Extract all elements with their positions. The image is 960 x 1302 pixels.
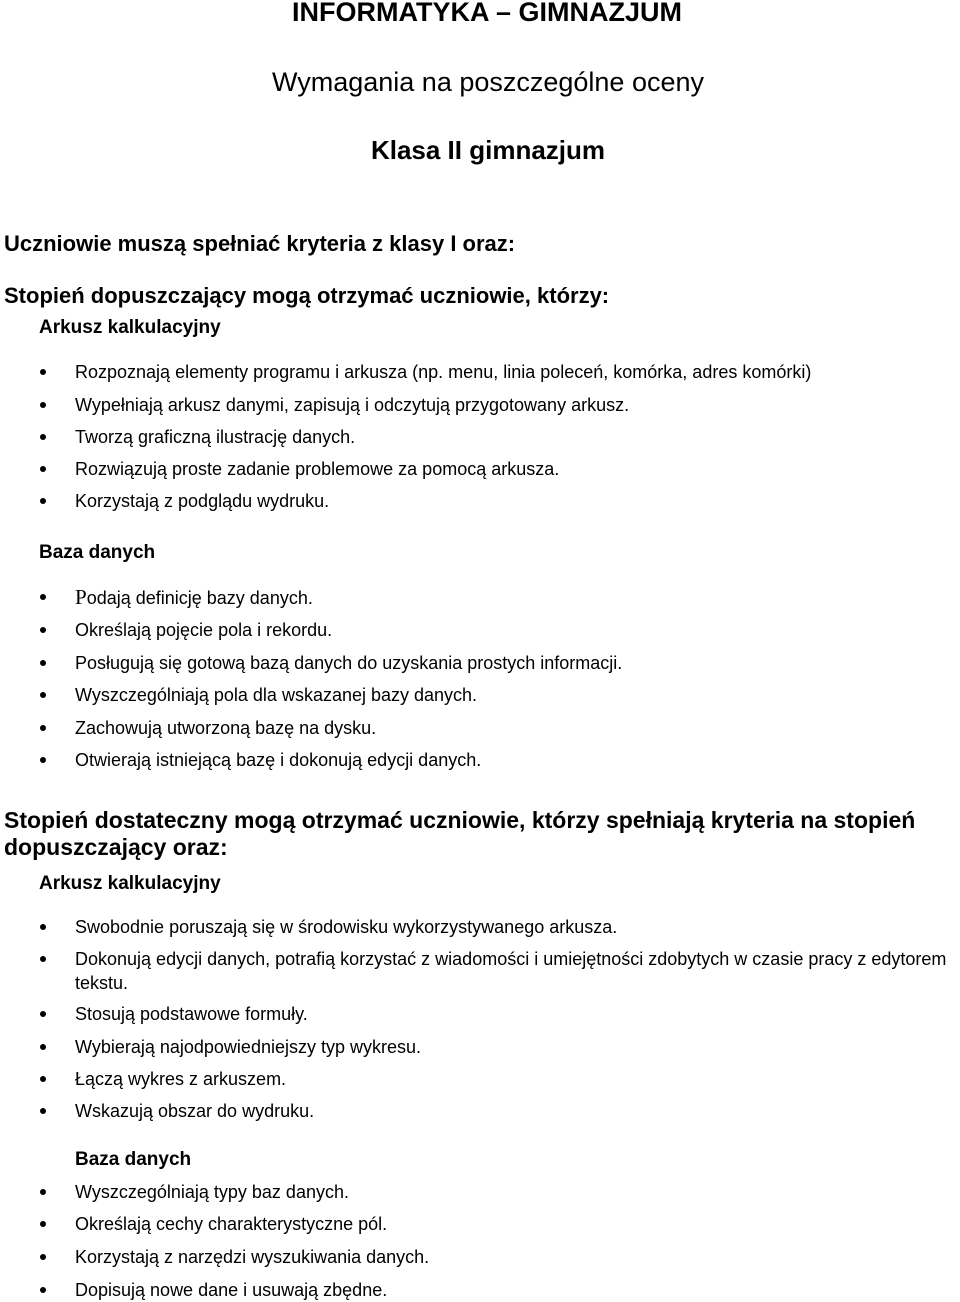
bullet-icon: [40, 1189, 46, 1195]
list-item: Rozwiązują proste zadanie problemowe za pomocą arkusza.: [0, 457, 960, 481]
list-item: Posługują się gotową bazą danych do uzyskania prostych informacji.: [0, 651, 960, 675]
bullet-icon: [40, 1221, 46, 1227]
bullet-icon: [40, 466, 46, 472]
bullet-icon: [40, 1254, 46, 1260]
bullet-icon: [40, 1044, 46, 1050]
bullet-icon: [40, 956, 46, 962]
level-dostateczny-heading-cont: dopuszczający oraz:: [4, 834, 228, 860]
arkusz-requirements-list: [0, 360, 960, 513]
level-dopuszczajacy-heading: Stopień dopuszczający mogą otrzymać uczniowie, którzy:: [4, 283, 610, 308]
list-item: Stosują podstawowe formuły.: [0, 1002, 960, 1026]
baza-heading-2: Baza danych: [75, 1149, 192, 1170]
baza-heading: Baza danych: [39, 542, 156, 563]
level-dostateczny-heading: Stopień dostateczny mogą otrzymać uczniowie, którzy spełniają kryteria na stopień: [4, 807, 916, 833]
list-item: Rozpoznają elementy programu i arkusza (np. menu, linia poleceń, komórka, adres komórki): [0, 360, 960, 384]
baza-requirements-list: [0, 585, 960, 772]
list-item: Otwierają istniejącą bazę i dokonują edycji danych.: [0, 748, 960, 772]
list-item: Korzystają z narzędzi wyszukiwania danych.: [0, 1245, 960, 1269]
intro-heading: Uczniowie muszą spełniać kryteria z klasy I oraz:: [4, 231, 516, 256]
bullet-icon: [40, 924, 46, 930]
class-title: Klasa II gimnazjum: [370, 135, 606, 165]
bullet-icon: [40, 757, 46, 763]
list-item: Podają definicję bazy danych.: [0, 585, 960, 610]
list-item: Określają cechy charakterystyczne pól.: [0, 1212, 960, 1236]
baza-requirements-list-2: [0, 1180, 960, 1302]
bullet-icon: [40, 660, 46, 666]
list-item: Wyszczególniają pola dla wskazanej bazy danych.: [0, 683, 960, 707]
list-item: Wybierają najodpowiedniejszy typ wykresu.: [0, 1035, 960, 1059]
list-item: Zachowują utworzoną bazę na dysku.: [0, 716, 960, 740]
bullet-icon: [40, 369, 46, 375]
bullet-icon: [40, 1108, 46, 1114]
list-item: Dopisują nowe dane i usuwają zbędne.: [0, 1278, 960, 1302]
list-item: Korzystają z podglądu wydruku.: [0, 489, 960, 513]
bullet-icon: [40, 402, 46, 408]
bullet-icon: [40, 1011, 46, 1017]
arkusz-heading-2: Arkusz kalkulacyjny: [39, 873, 221, 894]
list-item: Łączą wykres z arkuszem.: [0, 1067, 960, 1091]
bullet-icon: [40, 594, 46, 600]
list-item: Określają pojęcie pola i rekordu.: [0, 618, 960, 642]
bullet-icon: [40, 627, 46, 633]
list-item: Wyszczególniają typy baz danych.: [0, 1180, 960, 1204]
bullet-icon: [40, 498, 46, 504]
page-title: INFORMATYKA – GIMNAZJUM: [292, 0, 682, 27]
list-item: Swobodnie poruszają się w środowisku wykorzystywanego arkusza.: [0, 915, 960, 939]
list-item: Wypełniają arkusz danymi, zapisują i odczytują przygotowany arkusz.: [0, 393, 960, 417]
list-item: Wskazują obszar do wydruku.: [0, 1099, 960, 1123]
page-subtitle: Wymagania na poszczególne oceny: [271, 67, 704, 97]
arkusz-heading: Arkusz kalkulacyjny: [39, 317, 221, 338]
list-item: Dokonują edycji danych, potrafią korzystać z wiadomości i umiejętności zdobytych w czasie pracy z edytorem tekstu.: [0, 947, 960, 995]
list-item: Tworzą graficzną ilustrację danych.: [0, 425, 960, 449]
arkusz-requirements-list-2: [0, 915, 960, 1123]
bullet-icon: [40, 692, 46, 698]
bullet-icon: [40, 1076, 46, 1082]
bullet-icon: [40, 725, 46, 731]
bullet-icon: [40, 1287, 46, 1293]
bullet-icon: [40, 434, 46, 440]
